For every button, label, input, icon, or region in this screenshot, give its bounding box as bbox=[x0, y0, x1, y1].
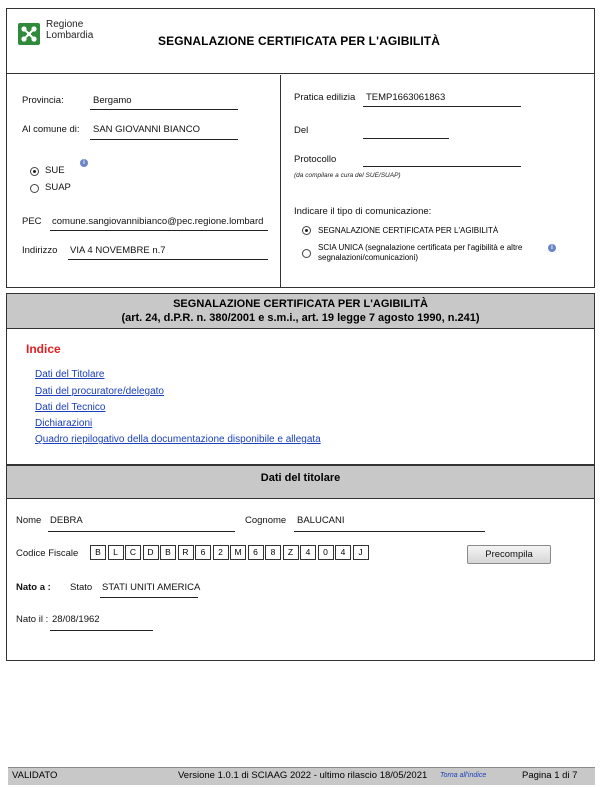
logo-line-2: Lombardia bbox=[46, 30, 94, 41]
nome-field[interactable]: DEBRA bbox=[50, 515, 83, 526]
nato-il-underline bbox=[50, 630, 153, 631]
status-label: VALIDATO bbox=[12, 770, 58, 781]
pec-underline bbox=[50, 230, 268, 231]
index-link-titolare[interactable]: Dati del Titolare bbox=[35, 369, 105, 380]
nato-a-label: Nato a : bbox=[16, 582, 51, 593]
comune-label: Al comune di: bbox=[22, 124, 80, 135]
protocollo-underline bbox=[363, 166, 521, 167]
page-title: SEGNALAZIONE CERTIFICATA PER L'AGIBILITÀ bbox=[158, 34, 440, 48]
codice-fiscale-label: Codice Fiscale bbox=[16, 548, 79, 559]
pratica-label: Pratica edilizia bbox=[294, 92, 356, 103]
tipo-comunicazione-label: Indicare il tipo di comunicazione: bbox=[294, 206, 432, 217]
section-title-band bbox=[6, 293, 595, 329]
nato-il-label: Nato il : bbox=[16, 614, 49, 625]
agibilita-option-label: SEGNALAZIONE CERTIFICATA PER L'AGIBILITÀ bbox=[318, 226, 499, 235]
stato-underline bbox=[100, 597, 198, 598]
titolare-section-title: Dati del titolare bbox=[260, 472, 341, 484]
codice-fiscale-cell[interactable]: 2 bbox=[213, 545, 229, 560]
codice-fiscale-cell[interactable]: B bbox=[160, 545, 176, 560]
protocollo-note: (da compilare a cura del SUE/SUAP) bbox=[294, 172, 401, 179]
index-link-quadro-riepilogativo[interactable]: Quadro riepilogativo della documentazione disponibile e allegata bbox=[35, 434, 321, 445]
provincia-underline bbox=[90, 109, 238, 110]
provincia-label: Provincia: bbox=[22, 95, 64, 106]
index-link-dichiarazioni[interactable]: Dichiarazioni bbox=[35, 418, 93, 429]
stato-field[interactable]: STATI UNITI AMERICA bbox=[102, 582, 201, 593]
sue-info-icon[interactable]: i bbox=[80, 159, 88, 167]
section-title-line2: (art. 24, d.P.R. n. 380/2001 e s.m.i., art. 19 legge 7 agosto 1990, n.241) bbox=[121, 312, 480, 324]
indirizzo-underline bbox=[68, 259, 268, 260]
nato-il-field[interactable]: 28/08/1962 bbox=[52, 614, 100, 625]
back-to-index-link[interactable]: Torna all'indice bbox=[440, 772, 487, 779]
indirizzo-field[interactable]: VIA 4 NOVEMBRE n.7 bbox=[70, 245, 166, 256]
regione-lombardia-logo-icon bbox=[18, 23, 40, 45]
pratica-field[interactable]: TEMP1663061863 bbox=[366, 92, 446, 103]
nome-label: Nome bbox=[16, 515, 42, 526]
indirizzo-label: Indirizzo bbox=[22, 245, 58, 256]
cognome-underline bbox=[294, 531, 485, 532]
codice-fiscale-cell[interactable]: M bbox=[230, 545, 246, 560]
cognome-label: Cognome bbox=[245, 515, 287, 526]
precompila-button[interactable]: Precompila bbox=[467, 545, 551, 564]
comune-underline bbox=[90, 139, 238, 140]
del-label: Del bbox=[294, 125, 309, 136]
index-link-procuratore[interactable]: Dati del procuratore/delegato bbox=[35, 386, 164, 397]
pratica-underline bbox=[363, 106, 521, 107]
page-indicator: Pagina 1 di 7 bbox=[522, 770, 578, 781]
section-title-line1: SEGNALAZIONE CERTIFICATA PER L'AGIBILITÀ bbox=[173, 298, 428, 310]
index-link-tecnico[interactable]: Dati del Tecnico bbox=[35, 402, 106, 413]
comune-field[interactable]: SAN GIOVANNI BIANCO bbox=[93, 124, 200, 135]
nome-underline bbox=[48, 531, 235, 532]
codice-fiscale-cell[interactable]: 6 bbox=[195, 545, 211, 560]
del-underline bbox=[363, 138, 449, 139]
codice-fiscale-cell[interactable]: Z bbox=[283, 545, 299, 560]
codice-fiscale-cell[interactable]: J bbox=[353, 545, 369, 560]
codice-fiscale-cell[interactable]: R bbox=[178, 545, 194, 560]
provincia-field[interactable]: Bergamo bbox=[93, 95, 132, 106]
codice-fiscale-cell[interactable]: B bbox=[90, 545, 106, 560]
logo-text bbox=[46, 19, 93, 41]
codice-fiscale-cell[interactable]: 6 bbox=[248, 545, 264, 560]
pec-label: PEC bbox=[22, 216, 42, 227]
index-title: Indice bbox=[26, 342, 61, 356]
stato-label: Stato bbox=[70, 582, 93, 593]
codice-fiscale-cell[interactable]: 0 bbox=[318, 545, 334, 560]
codice-fiscale-cell[interactable]: C bbox=[125, 545, 141, 560]
scia-unica-option-line2: segnalazioni/comunicazioni) bbox=[318, 253, 419, 262]
suap-label: SUAP bbox=[45, 182, 71, 193]
agibilita-radio[interactable] bbox=[302, 226, 311, 235]
codice-fiscale-cell[interactable]: L bbox=[108, 545, 124, 560]
version-text: Versione 1.0.1 di SCIAAG 2022 - ultimo rilascio 18/05/2021 bbox=[178, 770, 428, 781]
codice-fiscale-cell[interactable]: 8 bbox=[265, 545, 281, 560]
pec-field[interactable]: comune.sangiovannibianco@pec.regione.lombard bbox=[52, 216, 264, 227]
protocollo-label: Protocollo bbox=[294, 154, 337, 165]
sue-radio[interactable] bbox=[30, 167, 39, 176]
scia-unica-option-line1: SCIA UNICA (segnalazione certificata per l'agibilità e altre bbox=[318, 243, 523, 252]
logo-line-1: Regione bbox=[46, 19, 84, 30]
info-divider bbox=[280, 75, 281, 287]
codice-fiscale-cell[interactable]: 4 bbox=[300, 545, 316, 560]
sue-label: SUE bbox=[45, 165, 65, 176]
scia-unica-info-icon[interactable]: i bbox=[548, 244, 556, 252]
codice-fiscale-cell[interactable]: D bbox=[143, 545, 159, 560]
titolare-title-band bbox=[6, 465, 595, 499]
codice-fiscale-cell[interactable]: 4 bbox=[335, 545, 351, 560]
suap-radio[interactable] bbox=[30, 184, 39, 193]
scia-unica-radio[interactable] bbox=[302, 249, 311, 258]
cognome-field[interactable]: BALUCANI bbox=[297, 515, 345, 526]
